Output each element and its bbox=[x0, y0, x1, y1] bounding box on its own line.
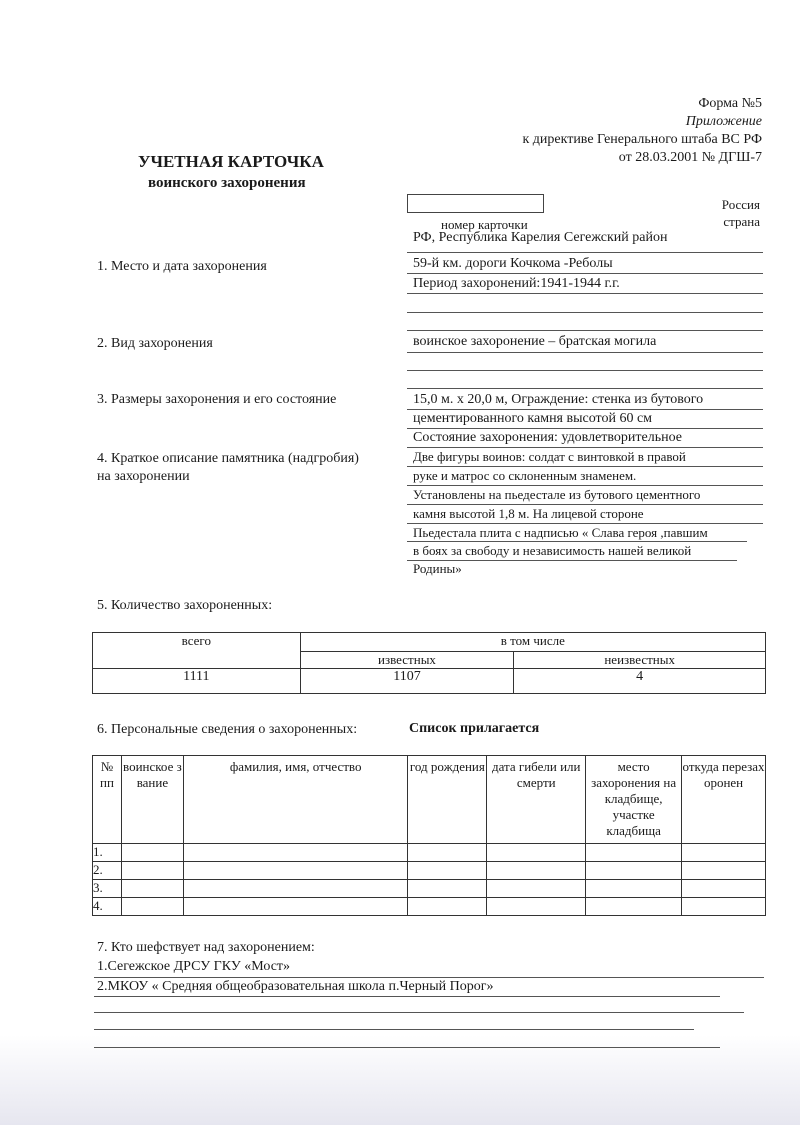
section-2-label: 2. Вид захоронения bbox=[97, 336, 213, 351]
row-num: 2. bbox=[93, 862, 122, 880]
rule bbox=[94, 1029, 694, 1030]
section-1-label: 1. Место и дата захоронения bbox=[97, 259, 267, 274]
burials-count-table bbox=[92, 632, 766, 694]
rule bbox=[407, 370, 763, 371]
section-4-line2: руке и матрос со склоненным знаменем. bbox=[413, 468, 637, 483]
col-header-birth: год рождения bbox=[408, 756, 487, 844]
section-4-line4: камня высотой 1,8 м. На лицевой стороне bbox=[413, 506, 644, 521]
rule bbox=[407, 273, 763, 274]
total-value: 1111 bbox=[93, 669, 301, 694]
known-value: 1107 bbox=[300, 669, 514, 694]
section-4-line6: в боях за свободу и независимость нашей великой bbox=[413, 543, 692, 558]
rule bbox=[407, 330, 763, 331]
col-header-rank: воинское звание bbox=[121, 756, 183, 844]
section-4-line1: Две фигуры воинов: солдат с винтовкой в правой bbox=[413, 449, 686, 464]
rule bbox=[407, 447, 763, 448]
col-header-death: дата гибели или смерти bbox=[487, 756, 586, 844]
section-3-label: 3. Размеры захоронения и его состояние bbox=[97, 392, 337, 407]
section-5-label: 5. Количество захороненных: bbox=[97, 598, 273, 613]
row-num: 3. bbox=[93, 880, 122, 898]
section-3-line3: Состояние захоронения: удовлетворительное bbox=[413, 430, 683, 445]
appendix-label: Приложение bbox=[685, 114, 762, 129]
form-number: Форма №5 bbox=[698, 96, 762, 111]
col-header-from: откуда перезахоронен bbox=[682, 756, 766, 844]
unknown-value: 4 bbox=[514, 669, 766, 694]
known-header: известных bbox=[300, 652, 514, 669]
rule bbox=[407, 504, 763, 505]
page-shading bbox=[0, 1035, 800, 1125]
section-3-line1: 15,0 м. х 20,0 м, Ограждение: стенка из бутового bbox=[413, 392, 704, 407]
section-6-value: Список прилагается bbox=[409, 721, 540, 736]
rule bbox=[407, 409, 763, 410]
card-number-box[interactable] bbox=[407, 194, 544, 213]
rule bbox=[407, 252, 763, 253]
row-num: 4. bbox=[93, 898, 122, 916]
rule bbox=[407, 293, 763, 294]
including-header: в том числе bbox=[300, 633, 765, 652]
patron-line1: 1.Сегежское ДРСУ ГКУ «Мост» bbox=[97, 959, 291, 974]
section-4-label-cont: на захоронении bbox=[97, 469, 190, 484]
row-num: 1. bbox=[93, 844, 122, 862]
rule bbox=[407, 388, 763, 389]
rule bbox=[94, 1047, 720, 1048]
patron-line2: 2.МКОУ « Средняя общеобразовательная школа п.Черный Порог» bbox=[97, 979, 494, 994]
card-title: УЧЕТНАЯ КАРТОЧКА bbox=[138, 152, 324, 171]
card-number-caption: номер карточки bbox=[441, 217, 528, 232]
rule bbox=[94, 1012, 744, 1013]
personal-data-table bbox=[92, 755, 766, 916]
section-1-line1: РФ, Республика Карелия Сегежский район bbox=[413, 230, 668, 245]
section-4-line5: Пьедестала плита с надписью « Слава героя ,павшим bbox=[413, 525, 708, 540]
rule bbox=[407, 466, 763, 467]
rule bbox=[407, 523, 763, 524]
total-header: всего bbox=[93, 633, 301, 669]
section-6-label: 6. Персональные сведения о захороненных: bbox=[97, 722, 358, 737]
rule bbox=[407, 428, 763, 429]
directive-date: от 28.03.2001 № ДГШ-7 bbox=[618, 150, 762, 165]
directive-label: к директиве Генерального штаба ВС РФ bbox=[522, 132, 762, 147]
rule bbox=[94, 977, 764, 978]
col-header-name: фамилия, имя, отчество bbox=[183, 756, 408, 844]
section-7-label: 7. Кто шефствует над захоронением: bbox=[97, 940, 315, 955]
country-value: Россия bbox=[721, 197, 760, 212]
rule bbox=[407, 541, 747, 542]
rule bbox=[407, 312, 763, 313]
section-1-line2: 59-й км. дороги Кочкома -Реболы bbox=[413, 256, 613, 271]
country-caption: страна bbox=[723, 214, 760, 229]
section-3-line2: цементированного камня высотой 60 см bbox=[413, 411, 653, 426]
section-4-line7: Родины» bbox=[413, 561, 462, 576]
section-1-line3: Период захоронений:1941-1944 г.г. bbox=[413, 276, 620, 291]
unknown-header: неизвестных bbox=[514, 652, 766, 669]
rule bbox=[407, 352, 763, 353]
col-header-num: № пп bbox=[93, 756, 122, 844]
rule bbox=[407, 485, 763, 486]
card-subtitle: воинского захоронения bbox=[148, 175, 306, 191]
section-4-label: 4. Краткое описание памятника (надгробия) bbox=[97, 451, 359, 466]
section-4-line3: Установлены на пьедестале из бутового цементного bbox=[413, 487, 701, 502]
rule bbox=[94, 996, 720, 997]
col-header-place: место захоронения на кладбище, участке кладбища bbox=[586, 756, 682, 844]
section-2-value: воинское захоронение – братская могила bbox=[413, 334, 657, 349]
